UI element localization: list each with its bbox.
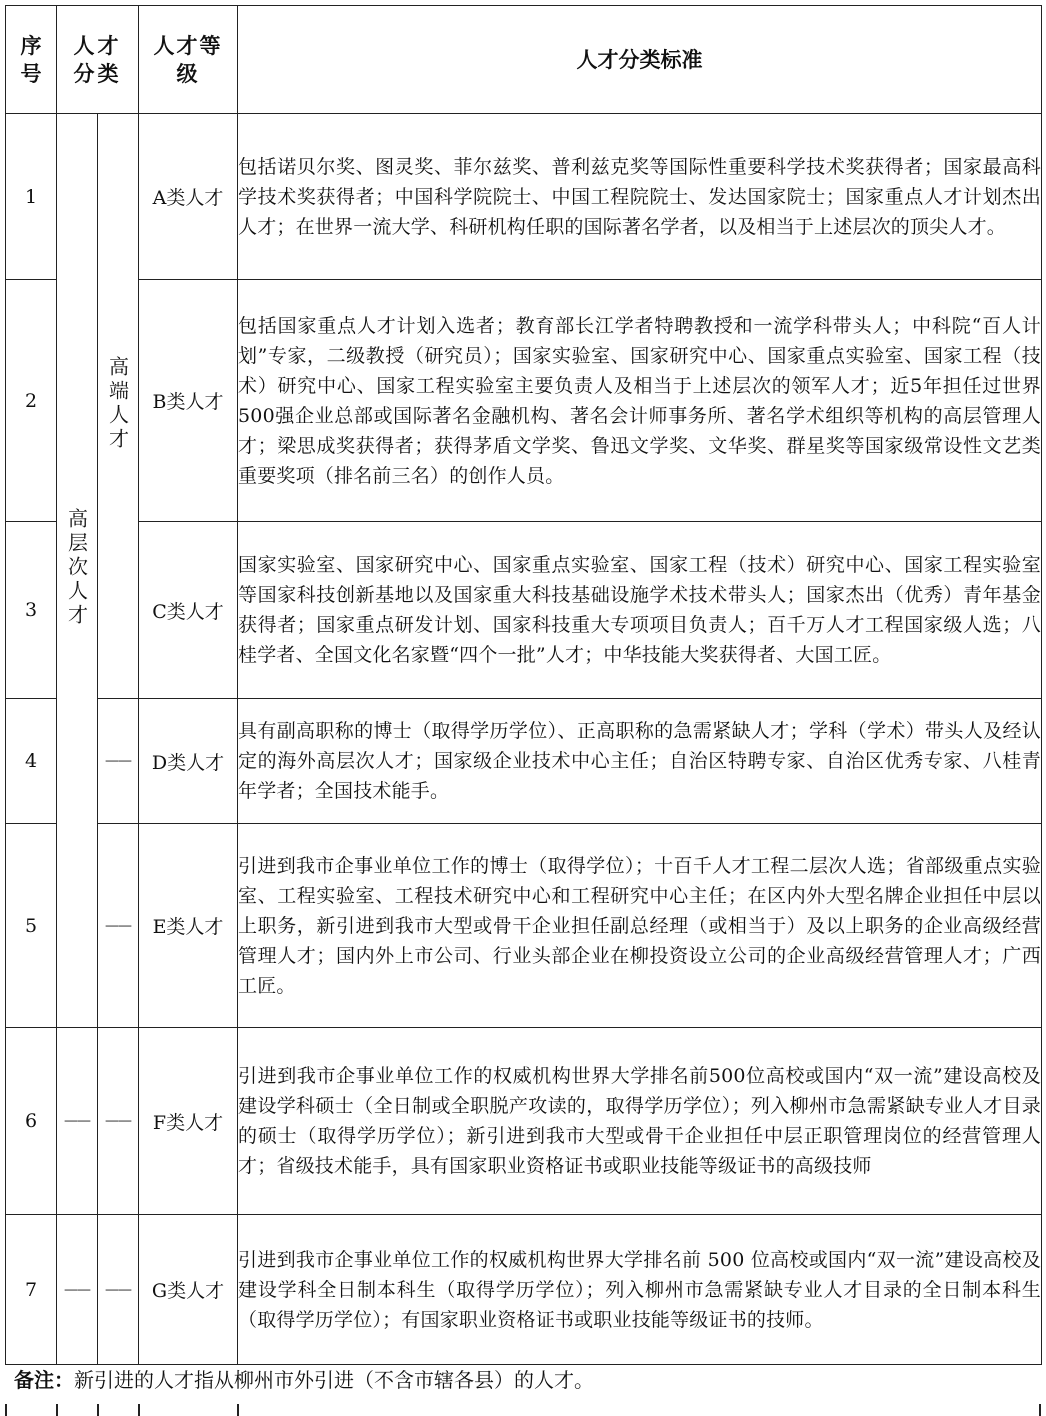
stub-line [237,1404,239,1416]
group-top-end-label: 高端人才 [105,355,130,452]
row-criteria: 引进到我市企事业单位工作的权威机构世界大学排名前500位高校或国内“双一流”建设高校及建设学科硕士（全日制或全职脱产攻读的，取得学历学位）；列入柳州市急需紧缺专业人才目录的硕士（取得学历学位）；新引进到我市大型或骨干企业担任中层正职管理岗位的经营管理人才；省级技术能手，具有国家职业资格证书或职业技能等级证书的高级技师 [238,1028,1042,1215]
table-row [6,522,1042,699]
stub-line [1039,1404,1041,1416]
row-grade: D类人才 [139,699,238,824]
row-criteria: 包括国家重点人才计划入选者；教育部长江学者特聘教授和一流学科带头人；中科院“百人计划”专家，二级教授（研究员）；国家实验室、国家研究中心、国家重点实验室、国家工程（技术）研究中心、国家工程实验室主要负责人及相当于上述层次的领军人才；近5年担任过世界500强企业总部或国际著名金融机构、著名会计师事务所、著名学术组织等机构的高层管理人才；梁思成奖获得者；获得茅盾文学奖、鲁迅文学奖、文华奖、群星奖等国家级常设性文艺类重要奖项（排名前三名）的创作人员。 [238,280,1042,522]
row-seq: 1 [6,114,57,280]
remark-note [14,1364,594,1393]
row-grade: A类人才 [139,114,238,280]
stub-line [56,1404,58,1416]
table-header-row [6,6,1042,114]
row-seq: 4 [6,699,57,824]
table-row [6,824,1042,1028]
row-dash: —— [98,824,139,1028]
row-dash: —— [98,699,139,824]
row-grade: C类人才 [139,522,238,699]
row-grade: E类人才 [139,824,238,1028]
table-row [6,280,1042,522]
remark-label: 备注： [14,1368,74,1392]
table-bottom-stubs [5,1404,1041,1416]
row-grade: F类人才 [139,1028,238,1215]
row-dash-1: —— [57,1215,98,1365]
row-grade: G类人才 [139,1215,238,1365]
stub-line [5,1404,7,1416]
header-seq: 序号 [6,6,57,114]
row-dash-1: —— [57,1028,98,1215]
row-criteria: 具有副高职称的博士（取得学历学位）、正高职称的急需紧缺人才；学科（学术）带头人及经认定的海外高层次人才；国家级企业技术中心主任；自治区特聘专家、自治区优秀专家、八桂青年学者；全国技术能手。 [238,699,1042,824]
header-criteria: 人才分类标准 [238,6,1042,114]
stub-line [138,1404,140,1416]
row-criteria: 引进到我市企事业单位工作的博士（取得学位）；十百千人才工程二层次人选；省部级重点实验室、工程实验室、工程技术研究中心和工程研究中心主任；在区内外大型名牌企业担任中层以上职务，新引进到我市大型或骨干企业担任副总经理（或相当于）及以上职务的企业高级经营管理人才；国内外上市公司、行业头部企业在柳投资设立公司的企业高级经营管理人才；广西工匠。 [238,824,1042,1028]
row-grade: B类人才 [139,280,238,522]
row-seq: 7 [6,1215,57,1365]
remark-text: 新引进的人才指从柳州市外引进（不含市辖各县）的人才。 [74,1368,594,1392]
row-seq: 5 [6,824,57,1028]
group-top-end [98,114,139,699]
row-criteria: 引进到我市企事业单位工作的权威机构世界大学排名前 500 位高校或国内“双一流”建设高校及建设学科全日制本科生（取得学历学位）；列入柳州市急需紧缺专业人才目录的全日制本科生（取得学历学位）；有国家职业资格证书或职业技能等级证书的技师。 [238,1215,1042,1365]
row-seq: 3 [6,522,57,699]
stub-line [97,1404,99,1416]
header-category: 人才分类 [57,6,139,114]
row-dash-2: —— [98,1215,139,1365]
group-high-level-label: 高层次人才 [64,508,89,628]
table-row [6,114,1042,280]
talent-classification-table [5,5,1042,1365]
row-criteria: 国家实验室、国家研究中心、国家重点实验室、国家工程（技术）研究中心、国家工程实验室等国家科技创新基地以及国家重大科技基础设施学术技术带头人；国家杰出（优秀）青年基金获得者；国家重点研发计划、国家科技重大专项项目负责人；百千万人才工程国家级人选；八桂学者、全国文化名家暨“四个一批”人才；中华技能大奖获得者、大国工匠。 [238,522,1042,699]
row-dash-2: —— [98,1028,139,1215]
table-row [6,699,1042,824]
table-row [6,1028,1042,1215]
group-high-level [57,114,98,1028]
header-grade: 人才等级 [139,6,238,114]
row-criteria: 包括诺贝尔奖、图灵奖、菲尔兹奖、普利兹克奖等国际性重要科学技术奖获得者；国家最高科学技术奖获得者；中国科学院院士、中国工程院院士、发达国家院士；国家重点人才计划杰出人才；在世界一流大学、科研机构任职的国际著名学者，以及相当于上述层次的顶尖人才。 [238,114,1042,280]
row-seq: 6 [6,1028,57,1215]
table-row [6,1215,1042,1365]
row-seq: 2 [6,280,57,522]
